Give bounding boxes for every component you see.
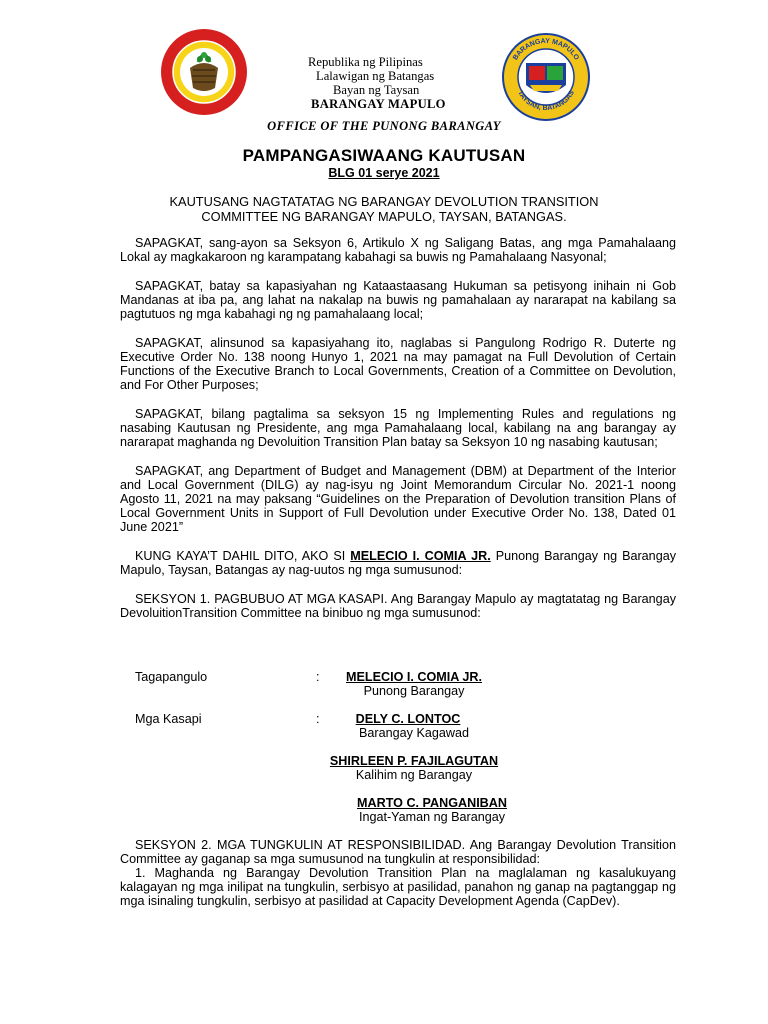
- country-line: Republika ng Pilipinas: [308, 55, 423, 69]
- office-heading: OFFICE OF THE PUNONG BARANGAY: [267, 119, 501, 133]
- barangay-seal-logo: [502, 33, 590, 121]
- document-subject: [0, 194, 768, 224]
- section-1-paragraph: SEKSYON 1. PAGBUBUO AT MGA KASAPI. Ang Barangay Mapulo ay magtatatag ng Barangay DevoluitionTransition Committee na binibuo ng mga sumusunod:: [120, 592, 676, 620]
- punong-barangay-name: MELECIO I. COMIA JR.: [350, 549, 491, 563]
- municipality-line: Bayan ng Taysan: [333, 83, 420, 97]
- whereas-paragraph-4: SAPAGKAT, bilang pagtalima sa seksyon 15 ng Implementing Rules and regulations ng nasabing Kautusan ng Presidente, ang mga Pamahalaang local, kabilang na ang barangay ay nararapat maghanda ng Devoluition Transition Plan batay sa Seksyon 10 ng nasabing kautusan;: [120, 407, 676, 449]
- svg-text:BARANGAY MAPULO: BARANGAY MAPULO: [512, 37, 580, 62]
- duty-item-1: 1. Maghanda ng Barangay Devolution Transition Plan na maglalaman ng kasalukuyang kalagayan ng mga inilipat na tungkulin, serbisyo at pasilidad, panahon ng ganap na pagtanggap ng mga isinaling tungkulin, serbisyo at pasilidad at Capacity Development Agenda (CapDev).: [120, 866, 676, 908]
- whereas-paragraph-5: SAPAGKAT, ang Department of Budget and Management (DBM) at Department of the Interior and Local Government (DILG) ay nag-isyu ng Joint Memorandum Circular No. 2021-1 noong Agosto 11, 2021 na may paksang “Guidelines on the Preparation of Devolution transition Plans of Local Government Units in Support of Full Devolution under Executive Order No. 138, Dated 01 June 2021”: [120, 464, 676, 534]
- member-2-title: Kalihim ng Barangay: [355, 768, 473, 782]
- document-body-continued: [120, 838, 676, 908]
- member-3-name: MARTO C. PANGANIBAN: [357, 796, 507, 810]
- chair-colon: :: [316, 670, 320, 684]
- members-colon: :: [316, 712, 320, 726]
- whereas-paragraph-1: SAPAGKAT, sang-ayon sa Seksyon 6, Artikulo X ng Saligang Batas, ang mga Pamahalaang Lokal ay magkakaroon ng karampatang kabahagi sa buwis ng Pamahalaang Nasyonal;: [120, 236, 676, 264]
- document-body: [120, 236, 676, 620]
- member-2-name: SHIRLEEN P. FAJILAGUTAN: [329, 754, 499, 768]
- member-3-title: Ingat-Yaman ng Barangay: [358, 810, 506, 824]
- subject-line-1: KAUTUSANG NAGTATATAG NG BARANGAY DEVOLUTION TRANSITION: [169, 194, 599, 209]
- subject-line-2: COMMITTEE NG BARANGAY MAPULO, TAYSAN, BATANGAS.: [201, 209, 567, 224]
- letterhead: [308, 55, 508, 111]
- order-paragraph: KUNG KAYA’T DAHIL DITO, AKO SI MELECIO I. COMIA JR. Punong Barangay ng Barangay Mapulo, Taysan, Batangas ay nag-uutos ng mga sumusunod:: [120, 549, 676, 577]
- member-1-name: DELY C. LONTOC: [355, 712, 461, 726]
- whereas-paragraph-2: SAPAGKAT, batay sa kapasiyahan ng Kataastaasang Hukuman sa petisyong inihain ni Gob Mandanas at iba pa, ang lahat na nakalap na buwis ng pamahalaan ay nararapat na kabilang sa pagtutuos ng mga kabahagi ng ng pamahalaang local;: [120, 279, 676, 321]
- document-number: BLG 01 serye 2021: [328, 166, 440, 180]
- chair-title: Punong Barangay: [363, 684, 465, 698]
- province-line: Lalawigan ng Batangas: [316, 69, 435, 83]
- member-1-title: Barangay Kagawad: [359, 726, 469, 740]
- whereas-paragraph-3: SAPAGKAT, alinsunod sa kapasiyahang ito, naglabas si Pangulong Rodrigo R. Duterte ng Executive Order No. 138 noong Hunyo 1, 2021 na may pamagat na Full Devolution of Certain Functions of the Executive Branch to Local Governments, Creation of a Committee on Devolution, and For Other Purposes;: [120, 336, 676, 392]
- municipal-seal-logo: [160, 28, 248, 116]
- members-label: Mga Kasapi: [135, 712, 202, 726]
- document-title: PAMPANGASIWAANG KAUTUSAN: [242, 146, 526, 165]
- chair-name: MELECIO I. COMIA JR.: [346, 670, 482, 684]
- svg-text:TAYSAN, BATANGAS: TAYSAN, BATANGAS: [516, 89, 576, 113]
- section-2-paragraph: SEKSYON 2. MGA TUNGKULIN AT RESPONSIBILIDAD. Ang Barangay Devolution Transition Committee ay gaganap sa mga sumusunod na tungkulin at responsibilidad:: [120, 838, 676, 866]
- chair-label: Tagapangulo: [135, 670, 208, 684]
- barangay-line: BARANGAY MAPULO: [311, 97, 446, 111]
